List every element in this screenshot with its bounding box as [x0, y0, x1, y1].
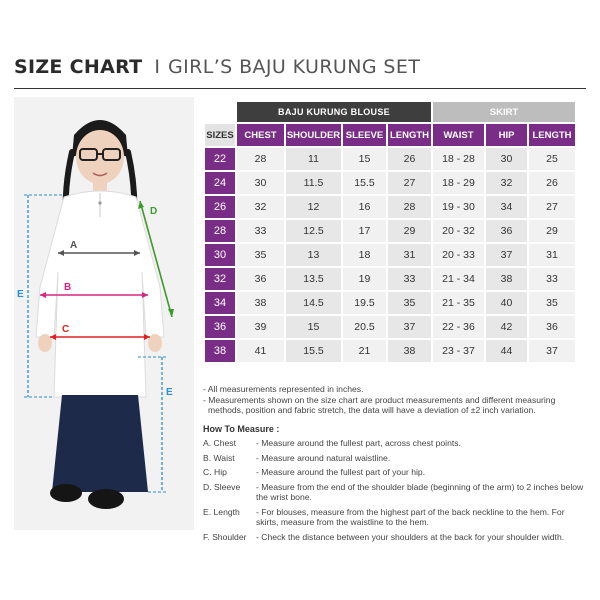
waist-cell: 21 - 35: [433, 292, 484, 314]
label-e-skirt: E: [166, 387, 173, 398]
size-cell: 34: [205, 292, 235, 314]
sleeve-cell: 19.5: [343, 292, 386, 314]
measure-desc: - Measure around natural waistline.: [256, 452, 391, 463]
waist-cell: 18 - 28: [433, 148, 484, 170]
table-row: [205, 148, 575, 170]
sleeve-cell: 17: [343, 220, 386, 242]
title-main: SIZE CHART: [14, 56, 143, 78]
length-cell: 26: [388, 148, 431, 170]
waist-cell: 22 - 36: [433, 316, 484, 338]
measure-desc: - Measure from the end of the shoulder blade (beginning of the arm) to 2 inches below the wrist bone.: [256, 481, 584, 502]
header-sizes: SIZES: [205, 124, 235, 146]
sleeve-cell: 18: [343, 244, 386, 266]
skirt-length-cell: 35: [529, 292, 575, 314]
hip-cell: 38: [486, 268, 527, 290]
measure-desc: - Measure around the fullest part, across chest points.: [256, 438, 461, 448]
measure-desc: - Measure around the fullest part of your hip.: [256, 467, 426, 477]
skirt-length-cell: 37: [529, 340, 575, 362]
list-item: [203, 507, 588, 528]
measure-desc: - For blouses, measure from the highest part of the back neckline to the hem. For skirts, measure from the waistline to the hem.: [256, 506, 565, 527]
measure-label: C. Hip: [203, 467, 227, 477]
size-table: [203, 100, 577, 364]
chest-cell: 39: [237, 316, 284, 338]
table-row: [205, 316, 575, 338]
length-cell: 38: [388, 340, 431, 362]
group-blouse: BAJU KURUNG BLOUSE: [237, 102, 431, 122]
group-header-row: [205, 102, 575, 122]
skirt-length-cell: 33: [529, 268, 575, 290]
table-row: [205, 220, 575, 242]
skirt-length-cell: 26: [529, 172, 575, 194]
list-item: [203, 467, 588, 478]
header-sleeve: SLEEVE: [343, 124, 386, 146]
waist-cell: 20 - 33: [433, 244, 484, 266]
shoulder-cell: 11: [286, 148, 341, 170]
length-cell: 28: [388, 196, 431, 218]
length-cell: 29: [388, 220, 431, 242]
skirt-length-cell: 27: [529, 196, 575, 218]
sleeve-cell: 21: [343, 340, 386, 362]
table-row: [205, 196, 575, 218]
length-cell: 35: [388, 292, 431, 314]
label-a: A: [70, 240, 78, 251]
measure-desc: - Check the distance between your shoulders at the back for your shoulder width.: [256, 531, 565, 542]
measure-label: D. Sleeve: [203, 481, 241, 492]
chest-cell: 35: [237, 244, 284, 266]
shoulder-cell: 15.5: [286, 340, 341, 362]
chest-cell: 38: [237, 292, 284, 314]
size-cell: 28: [205, 220, 235, 242]
shoulder-cell: 12.5: [286, 220, 341, 242]
label-b: B: [64, 282, 72, 293]
hip-cell: 44: [486, 340, 527, 362]
label-c: C: [62, 324, 70, 335]
chest-cell: 36: [237, 268, 284, 290]
shoulder-cell: 15: [286, 316, 341, 338]
list-item: [203, 482, 588, 503]
chest-cell: 32: [237, 196, 284, 218]
header-shoulder: SHOULDER: [286, 124, 341, 146]
length-cell: 27: [388, 172, 431, 194]
measure-label: F. Shoulder: [203, 531, 247, 542]
header-chest: CHEST: [237, 124, 284, 146]
skirt-length-cell: 25: [529, 148, 575, 170]
size-cell: 24: [205, 172, 235, 194]
hip-cell: 30: [486, 148, 527, 170]
size-cell: 22: [205, 148, 235, 170]
title-divider: [14, 88, 586, 89]
measurement-notes: [203, 384, 588, 416]
list-item: [203, 438, 588, 449]
group-skirt: SKIRT: [433, 102, 575, 122]
waist-cell: 23 - 37: [433, 340, 484, 362]
waist-cell: 20 - 32: [433, 220, 484, 242]
chest-cell: 30: [237, 172, 284, 194]
table-row: [205, 340, 575, 362]
size-cell: 36: [205, 316, 235, 338]
list-item: [203, 532, 588, 543]
table-row: [205, 244, 575, 266]
skirt-length-cell: 29: [529, 220, 575, 242]
how-to-title: How To Measure :: [203, 424, 280, 434]
skirt-length-cell: 31: [529, 244, 575, 266]
header-waist: WAIST: [433, 124, 484, 146]
waist-cell: 19 - 30: [433, 196, 484, 218]
sleeve-cell: 15: [343, 148, 386, 170]
waist-cell: 18 - 29: [433, 172, 484, 194]
list-item: [203, 453, 588, 464]
header-hip: HIP: [486, 124, 527, 146]
title-subtitle: GIRL’S BAJU KURUNG SET: [168, 56, 421, 78]
shoulder-cell: 13: [286, 244, 341, 266]
header-length: LENGTH: [388, 124, 431, 146]
sleeve-cell: 20.5: [343, 316, 386, 338]
how-to-measure: [203, 424, 588, 546]
length-cell: 33: [388, 268, 431, 290]
measure-label: E. Length: [203, 506, 240, 517]
chest-cell: 41: [237, 340, 284, 362]
table-row: [205, 292, 575, 314]
size-cell: 38: [205, 340, 235, 362]
group-blank: [205, 102, 235, 122]
sleeve-cell: 15.5: [343, 172, 386, 194]
size-cell: 32: [205, 268, 235, 290]
label-d: D: [150, 206, 158, 217]
page-title: [14, 56, 420, 86]
measure-label: A. Chest: [203, 438, 236, 448]
hip-cell: 36: [486, 220, 527, 242]
shoulder-cell: 11.5: [286, 172, 341, 194]
title-separator: I: [154, 56, 161, 78]
column-header-row: [205, 124, 575, 146]
shoulder-cell: 13.5: [286, 268, 341, 290]
skirt-length-cell: 36: [529, 316, 575, 338]
note-deviation: - Measurements shown on the size chart are product measurements and different measuring methods, position and fabric stretch, the data will have a deviation of ±2 inch variation.: [203, 394, 556, 415]
table-row: [205, 172, 575, 194]
sleeve-cell: 19: [343, 268, 386, 290]
hip-cell: 34: [486, 196, 527, 218]
note-units: - All measurements represented in inches.: [203, 384, 364, 394]
chest-cell: 28: [237, 148, 284, 170]
shoulder-cell: 12: [286, 196, 341, 218]
hip-cell: 37: [486, 244, 527, 266]
header-skirt-length: LENGTH: [529, 124, 575, 146]
hip-cell: 42: [486, 316, 527, 338]
measurement-diagram: [14, 97, 194, 530]
table-row: [205, 268, 575, 290]
sleeve-cell: 16: [343, 196, 386, 218]
model-photo: [14, 97, 194, 530]
chest-cell: 33: [237, 220, 284, 242]
size-cell: 30: [205, 244, 235, 266]
length-cell: 31: [388, 244, 431, 266]
hip-cell: 40: [486, 292, 527, 314]
measure-label: B. Waist: [203, 452, 235, 463]
waist-cell: 21 - 34: [433, 268, 484, 290]
length-cell: 37: [388, 316, 431, 338]
hip-cell: 32: [486, 172, 527, 194]
shoulder-cell: 14.5: [286, 292, 341, 314]
size-cell: 26: [205, 196, 235, 218]
label-e-blouse: E: [17, 289, 24, 300]
